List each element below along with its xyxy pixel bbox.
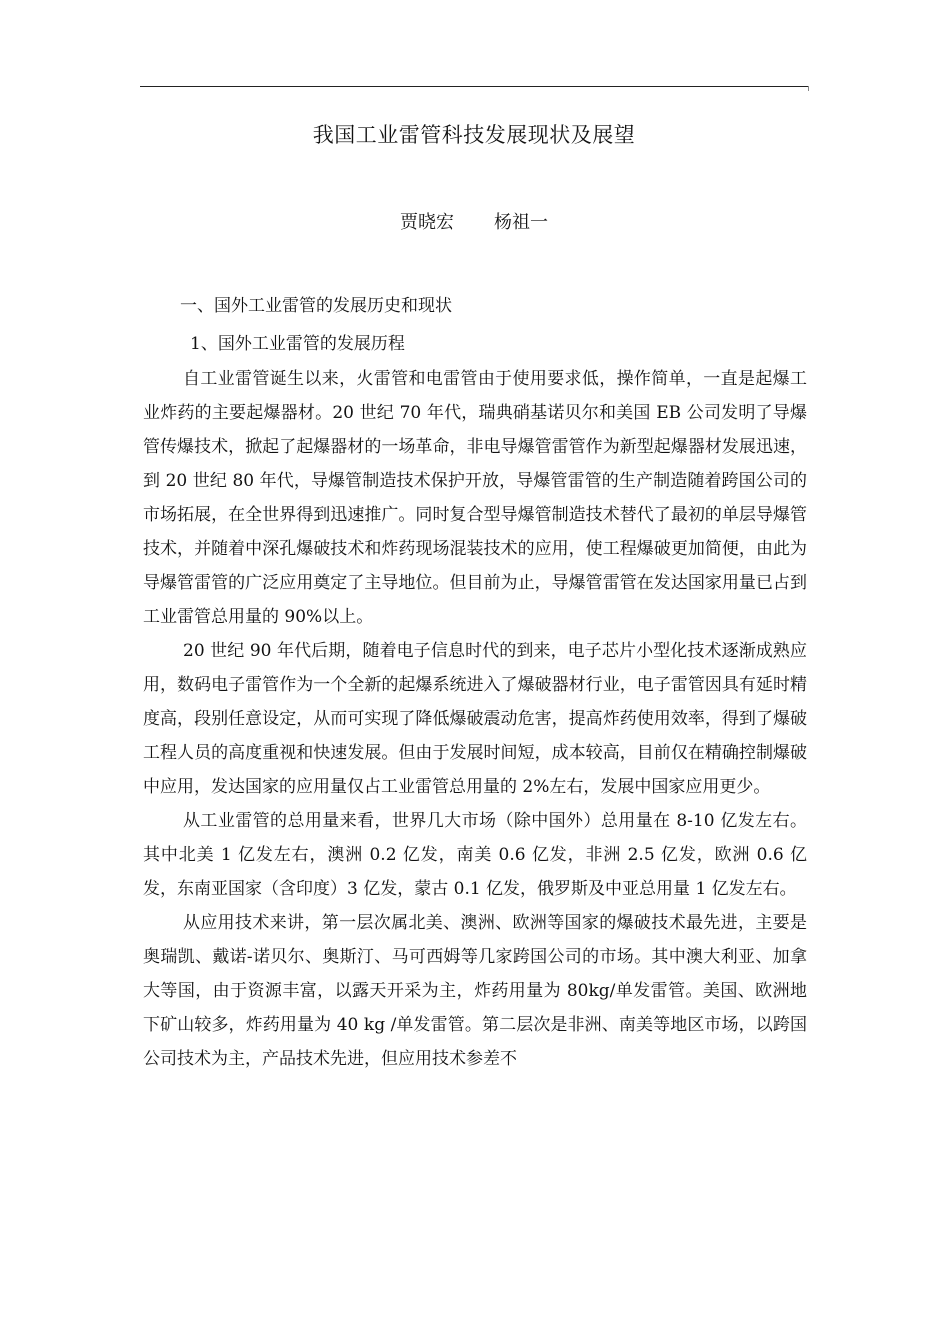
author-name: 杨祖一 xyxy=(494,212,548,233)
paragraph: 从工业雷管的总用量来看，世界几大市场（除中国外）总用量在 8-10 亿发左右。其中北美 1 亿发左右，澳洲 0.2 亿发，南美 0.6 亿发，非洲 2.5 亿发，欧洲 0.6 亿发，东南亚国家（含印度）3 亿发，蒙古 0.1 亿发，俄罗斯及中亚总用量 1 亿发左右。 xyxy=(143,811,807,899)
header-rule-tick xyxy=(808,86,809,91)
subsection-heading: 1、国外工业雷管的发展历程 xyxy=(190,334,405,354)
section-heading: 一、国外工业雷管的发展历史和现状 xyxy=(180,296,452,316)
document-title: 我国工业雷管科技发展现状及展望 xyxy=(312,123,636,147)
author-line xyxy=(140,208,808,238)
body-text xyxy=(143,362,807,1076)
paragraph: 自工业雷管诞生以来，火雷管和电雷管由于使用要求低，操作简单，一直是起爆工业炸药的主要起爆器材。20 世纪 70 年代，瑞典硝基诺贝尔和美国 EB 公司发明了导爆管传爆技术，掀起了起爆器材的一场革命，非电导爆管雷管作为新型起爆器材发展迅速，到 20 世纪 80 年代，导爆管制造技术保护开放，导爆管雷管的生产制造随着跨国公司的市场拓展，在全世界得到迅速推广。同时复合型导爆管制造技术替代了最初的单层导爆管技术，并随着中深孔爆破技术和炸药现场混装技术的应用，使工程爆破更加简便，由此为导爆管雷管的广泛应用奠定了主导地位。但目前为止，导爆管雷管在发达国家用量已占到工业雷管总用量的 90%以上。 xyxy=(143,369,807,627)
paragraph: 从应用技术来讲，第一层次属北美、澳洲、欧洲等国家的爆破技术最先进，主要是奥瑞凯、戴诺-诺贝尔、奥斯汀、马可西姆等几家跨国公司的市场。其中澳大利亚、加拿大等国，由于资源丰富，以露天开采为主，炸药用量为 80kg/单发雷管。美国、欧洲地下矿山较多，炸药用量为 40 kg /单发雷管。第二层次是非洲、南美等地区市场，以跨国公司技术为主，产品技术先进，但应用技术参差不 xyxy=(143,913,807,1069)
header-rule xyxy=(140,86,808,87)
paragraph: 20 世纪 90 年代后期，随着电子信息时代的到来，电子芯片小型化技术逐渐成熟应用，数码电子雷管作为一个全新的起爆系统进入了爆破器材行业，电子雷管因具有延时精度高，段别任意设定，从而可实现了降低爆破震动危害，提高炸药使用效率，得到了爆破工程人员的高度重视和快速发展。但由于发展时间短，成本较高，目前仅在精确控制爆破中应用，发达国家的应用量仅占工业雷管总用量的 2%左右，发展中国家应用更少。 xyxy=(143,641,807,797)
author-name: 贾晓宏 xyxy=(400,212,454,233)
